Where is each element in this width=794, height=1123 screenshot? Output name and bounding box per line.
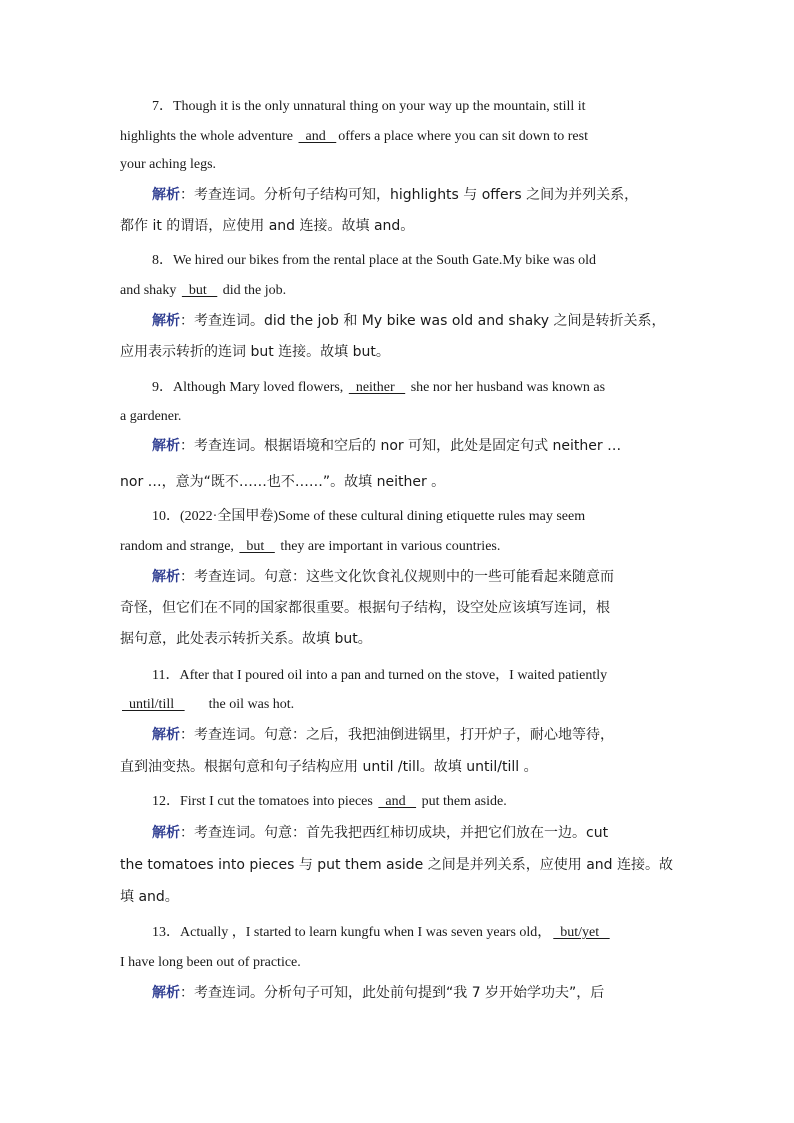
q11-line-2: until/till the oil was hot. — [122, 697, 295, 712]
q10-explanation-3: 据句意，此处表示转折关系。故填 but。 — [120, 631, 372, 647]
explanation-label: 解析 — [152, 187, 180, 203]
q8-answer-blank: but — [181, 283, 218, 298]
q13-line-2: I have long been out of practice. — [120, 955, 301, 970]
explanation-label: 解析 — [152, 313, 180, 329]
explanation-label: 解析 — [152, 569, 180, 585]
q9-line-1: 9．Although Mary loved flowers, neither she nor her husband was known as — [152, 380, 606, 395]
q12-explanation-3: 填 and。 — [120, 889, 179, 905]
q8-line-1: 8．We hired our bikes from the rental place at the South Gate.My bike was old — [152, 253, 597, 268]
q11-line-1: 11．After that I poured oil into a pan and turned on the stove，I waited patiently — [152, 668, 608, 683]
q8-explanation-2: 应用表示转折的连词 but 连接。故填 but。 — [120, 344, 390, 360]
q9-line-2: a gardener. — [120, 409, 182, 424]
q7-line-1: 7．Though it is the only unnatural thing on your way up the mountain, still it — [152, 99, 586, 114]
q7-explanation-1: 解析：考查连词。分析句子结构可知，highlights 与 offers 之间为并列关系， — [152, 187, 639, 203]
q13-answer-blank: but/yet — [553, 925, 610, 940]
q9-explanation-2: nor …，意为“既不……也不……”。故填 neither 。 — [120, 474, 446, 490]
q7-explanation-2: 都作 it 的谓语，应使用 and 连接。故填 and。 — [120, 218, 415, 234]
q12-explanation-1: 解析：考查连词。句意：首先我把西红柿切成块，并把它们放在一边。cut — [152, 825, 609, 841]
q9-answer-blank: neither — [348, 380, 406, 395]
explanation-label: 解析 — [152, 438, 180, 454]
q10-line-1: 10．(2022·全国甲卷)Some of these cultural dining etiquette rules may seem — [152, 509, 586, 524]
q11-explanation-1: 解析：考查连词。句意：之后，我把油倒进锅里，打开炉子，耐心地等待， — [152, 727, 614, 743]
q10-answer-blank: but — [239, 539, 275, 554]
q12-line-1: 12．First I cut the tomatoes into pieces and put them aside. — [152, 794, 507, 809]
q12-explanation-2: the tomatoes into pieces 与 put them aside 之间是并列关系，应使用 and 连接。故 — [120, 857, 673, 873]
q11-explanation-2: 直到油变热。根据句意和句子结构应用 until /till。故填 until/till 。 — [120, 759, 538, 775]
explanation-label: 解析 — [152, 985, 180, 1001]
q7-line-2: highlights the whole adventure and offers a place where you can sit down to rest — [120, 129, 588, 144]
q10-line-2: random and strange, but they are important in various countries. — [120, 539, 501, 554]
q10-explanation-2: 奇怪，但它们在不同的国家都很重要。根据句子结构，设空处应该填写连词，根 — [120, 600, 610, 616]
q13-explanation-1: 解析：考查连词。分析句子可知，此处前句提到“我 7 岁开始学功夫”，后 — [152, 985, 605, 1001]
q7-line-3: your aching legs. — [120, 157, 217, 172]
q8-explanation-1: 解析：考查连词。did the job 和 My bike was old and shaky 之间是转折关系， — [152, 313, 666, 329]
q8-line-2: and shaky but did the job. — [120, 283, 287, 298]
q10-explanation-1: 解析：考查连词。句意：这些文化饮食礼仪规则中的一些可能看起来随意而 — [152, 569, 614, 585]
q11-answer-blank: until/till — [122, 697, 185, 712]
explanation-label: 解析 — [152, 727, 180, 743]
q7-answer-blank: and — [298, 129, 337, 144]
q9-explanation-1: 解析：考查连词。根据语境和空后的 nor 可知，此处是固定句式 neither … — [152, 438, 622, 454]
q13-line-1: 13．Actually ，I started to learn kungfu when I was seven years old， but/yet — [152, 925, 610, 940]
explanation-label: 解析 — [152, 825, 180, 841]
q12-answer-blank: and — [378, 794, 417, 809]
